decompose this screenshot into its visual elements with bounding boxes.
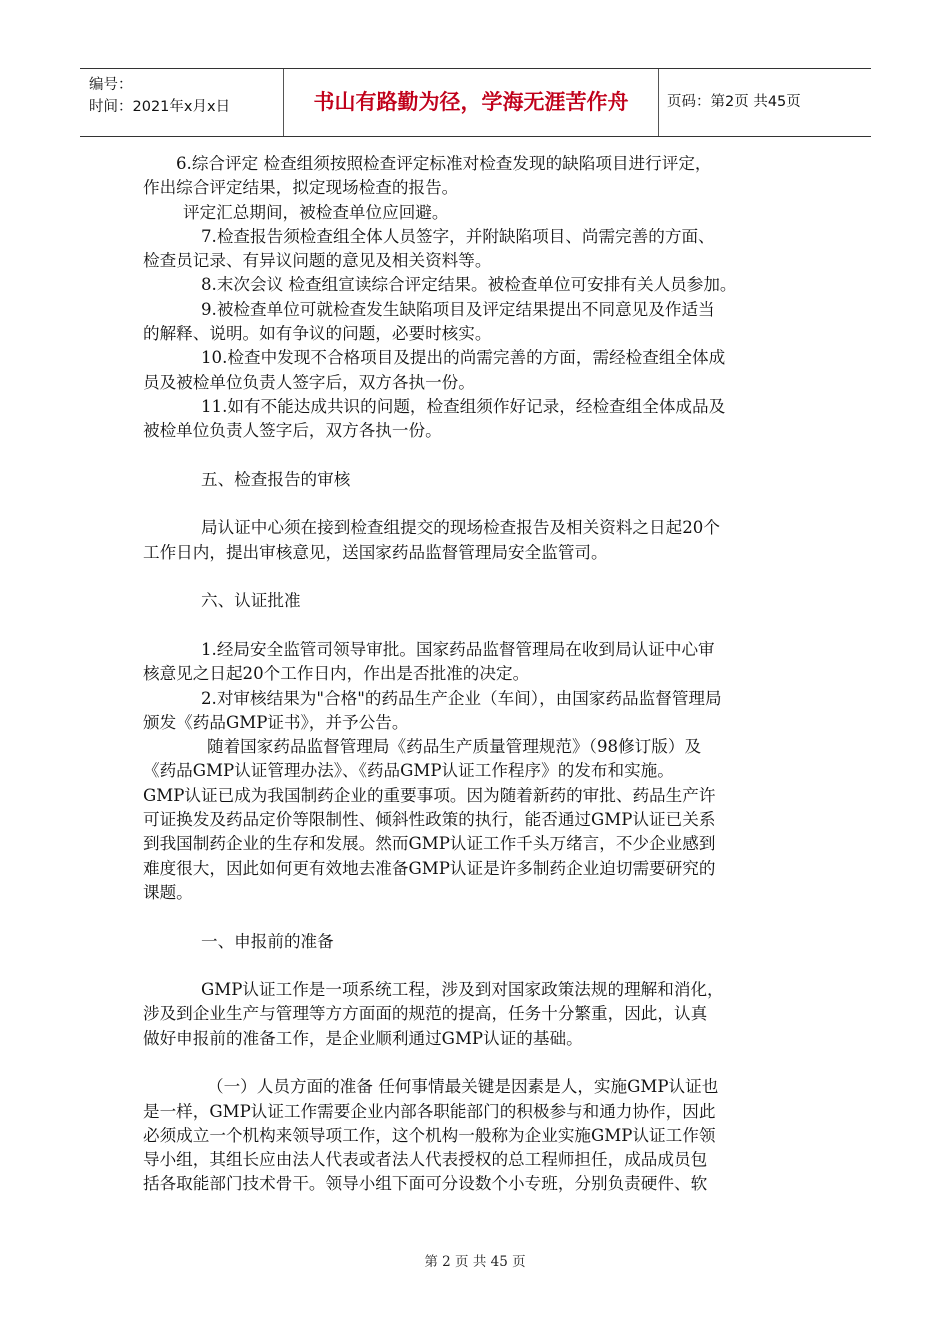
header-meta-cell: [80, 69, 284, 136]
section-heading: 一、申报前的准备: [201, 931, 334, 951]
body-line: 必须成立一个机构来领导项工作，这个机构一般称为企业实施GMP认证工作领: [143, 1125, 716, 1145]
body-line: 7.检查报告须检查组全体人员签字，并附缺陷项目、尚需完善的方面、: [201, 226, 715, 246]
body-line: 9.被检查单位可就检查发生缺陷项目及评定结果提出不同意见及作适当: [201, 299, 715, 319]
body-line: 随着国家药品监督管理局《药品生产质量管理规范》（98修订版）及: [207, 737, 702, 757]
body-line: 11.如有不能达成共识的问题，检查组须作好记录，经检查组全体成品及: [201, 396, 726, 416]
body-line: 颁发《药品GMP证书》，并予公告。: [143, 712, 409, 732]
body-line: 工作日内，提出审核意见，送国家药品监督管理局安全监管司。: [143, 542, 608, 562]
document-time-label: 时间：2021年x月x日: [89, 99, 231, 115]
body-line: 8.末次会议 检查组宣读综合评定结果。被检查单位可安排有关人员参加。: [201, 275, 737, 295]
page-header: [80, 68, 871, 137]
body-line: 难度很大，因此如何更有效地去准备GMP认证是许多制药企业迫切需要研究的: [143, 858, 716, 878]
body-line: 涉及到企业生产与管理等方方面面的规范的提高，任务十分繁重，因此，认真: [143, 1004, 708, 1024]
body-line: 作出综合评定结果，拟定现场检查的报告。: [143, 178, 459, 198]
body-line: 《药品GMP认证管理办法》、《药品GMP认证工作程序》的发布和实施。: [143, 761, 674, 781]
body-line: GMP认证工作是一项系统工程，涉及到对国家政策法规的理解和消化，: [201, 980, 724, 1000]
body-line: 做好申报前的准备工作，是企业顺利通过GMP认证的基础。: [143, 1028, 583, 1048]
body-line: 6.综合评定 检查组须按照检查评定标准对检查发现的缺陷项目进行评定，: [176, 154, 712, 173]
body-line: 被检单位负责人签字后，双方各执一份。: [143, 421, 442, 441]
body-line: GMP认证已成为我国制药企业的重要事项。因为随着新药的审批、药品生产许: [143, 785, 716, 805]
body-line: 括各取能部门技术骨干。领导小组下面可分设数个小专班，分别负责硬件、软: [143, 1174, 708, 1194]
body-line: 核意见之日起20个工作日内，作出是否批准的决定。: [143, 664, 530, 684]
header-motto: 书山有路勤为径，学海无涯苦作舟: [284, 69, 659, 136]
header-page-info: 页码：第2页 共45页: [667, 94, 801, 110]
body-line: 局认证中心须在接到检查组提交的现场检查报告及相关资料之日起20个: [201, 518, 720, 538]
body-line: 评定汇总期间，被检查单位应回避。: [183, 202, 449, 222]
document-body: [143, 152, 813, 1197]
body-line: 到我国制药企业的生存和发展。然而GMP认证工作千头万绪言，不少企业感到: [143, 834, 716, 854]
body-line: 员及被检单位负责人签字后，双方各执一份。: [143, 372, 475, 392]
body-line: 是一样，GMP认证工作需要企业内部各职能部门的积极参与和通力协作，因此: [143, 1101, 716, 1121]
section-heading: 六、认证批准: [201, 591, 301, 611]
body-line: 10.检查中发现不合格项目及提出的尚需完善的方面，需经检查组全体成: [201, 348, 726, 368]
body-line: 可证换发及药品定价等限制性、倾斜性政策的执行，能否通过GMP认证已关系: [143, 810, 716, 830]
body-line: 的解释、说明。如有争议的问题，必要时核实。: [143, 324, 492, 344]
page-footer: 第 2 页 共 45 页: [424, 1254, 526, 1270]
body-line: 检查员记录、有异议问题的意见及相关资料等。: [143, 251, 492, 271]
body-line: 导小组，其组长应由法人代表或者法人代表授权的总工程师担任，成品成员包: [143, 1150, 708, 1170]
body-line: 1.经局安全监管司领导审批。国家药品监督管理局在收到局认证中心审: [201, 639, 715, 659]
body-line: （一）人员方面的准备 任何事情最关键是因素是人，实施GMP认证也: [207, 1077, 719, 1097]
body-line: 2.对审核结果为"合格"的药品生产企业（车间），由国家药品监督管理局: [201, 688, 722, 708]
body-line: 课题。: [143, 882, 193, 902]
section-heading: 五、检查报告的审核: [201, 469, 351, 489]
document-number-label: 编号：: [89, 77, 133, 93]
